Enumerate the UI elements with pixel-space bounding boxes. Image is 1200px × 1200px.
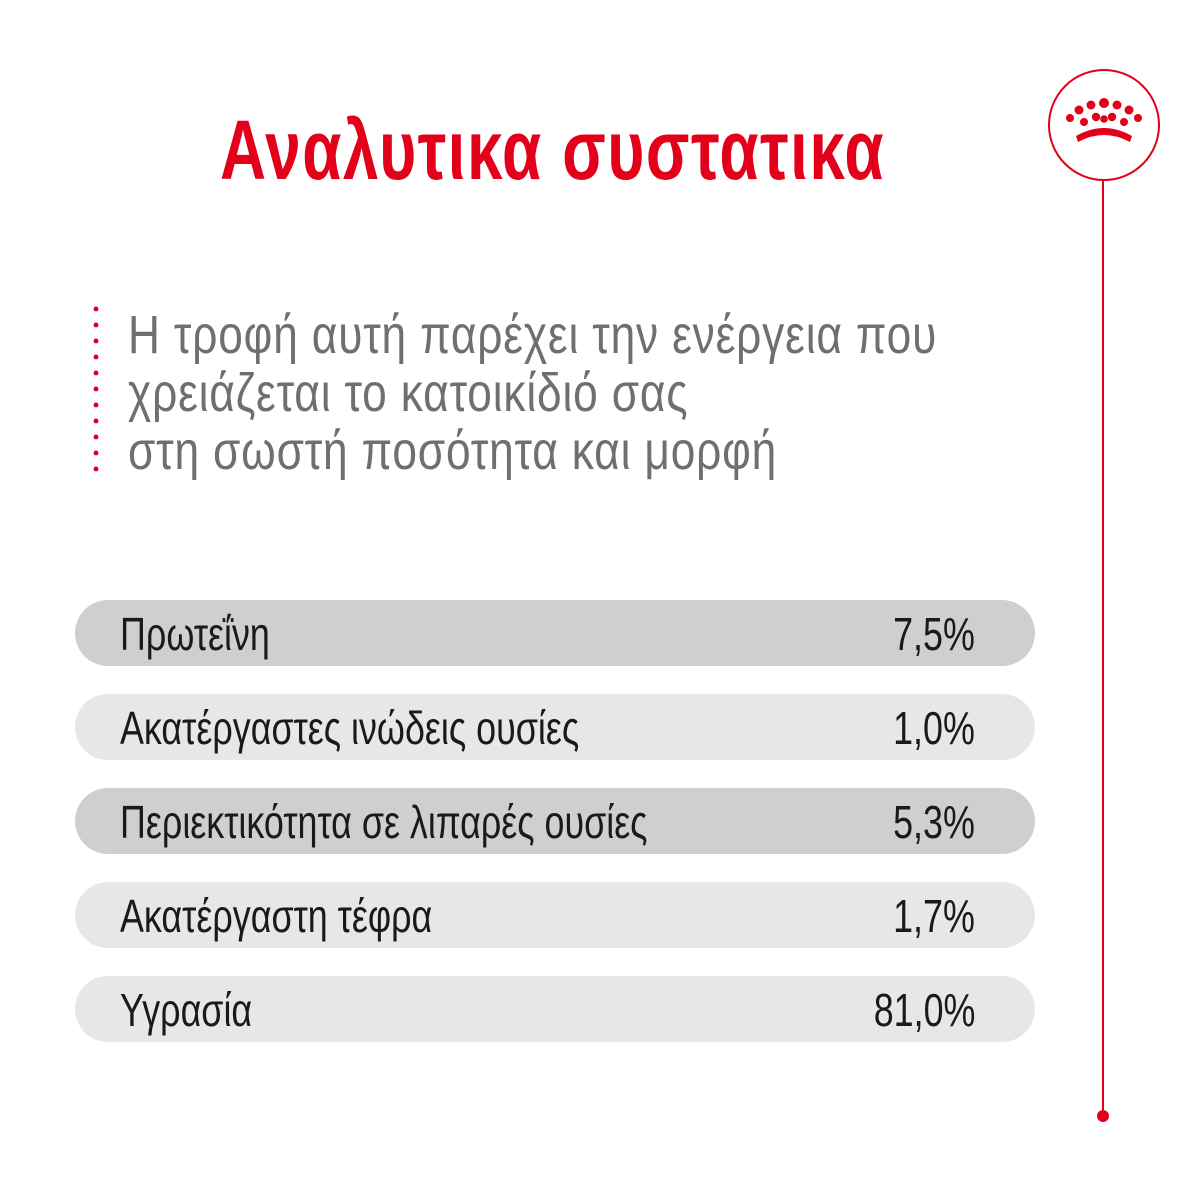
composition-row-moisture bbox=[75, 976, 1035, 1042]
row-value: 81,0% bbox=[873, 984, 975, 1036]
dotted-marker-icon bbox=[93, 306, 99, 474]
row-label: Πρωτεΐνη bbox=[120, 608, 270, 660]
composition-row-ash bbox=[75, 882, 1035, 948]
description-line: χρειάζεται το κατοικίδιό σας bbox=[128, 363, 689, 423]
crown-icon bbox=[1064, 96, 1144, 150]
row-value: 7,5% bbox=[893, 608, 975, 660]
description-line: Η τροφή αυτή παρέχει την ενέργεια που bbox=[128, 305, 938, 365]
logo-line-end-dot bbox=[1097, 1110, 1109, 1122]
composition-row-protein bbox=[75, 600, 1035, 666]
description bbox=[128, 306, 937, 480]
row-label: Περιεκτικότητα σε λιπαρές ουσίες bbox=[120, 796, 648, 848]
row-value: 1,0% bbox=[893, 702, 975, 754]
row-label: Υγρασία bbox=[120, 984, 253, 1036]
row-label: Ακατέργαστη τέφρα bbox=[120, 890, 433, 942]
row-value: 1,7% bbox=[893, 890, 975, 942]
logo-vertical-line bbox=[1102, 181, 1104, 1118]
row-value: 5,3% bbox=[893, 796, 975, 848]
description-line: στη σωστή ποσότητα και μορφή bbox=[128, 421, 778, 481]
page-title: Αναλυτικα συστατικα bbox=[220, 103, 886, 197]
row-label: Ακατέργαστες ινώδεις ουσίες bbox=[120, 702, 580, 754]
composition-row-fat bbox=[75, 788, 1035, 854]
composition-row-fiber bbox=[75, 694, 1035, 760]
